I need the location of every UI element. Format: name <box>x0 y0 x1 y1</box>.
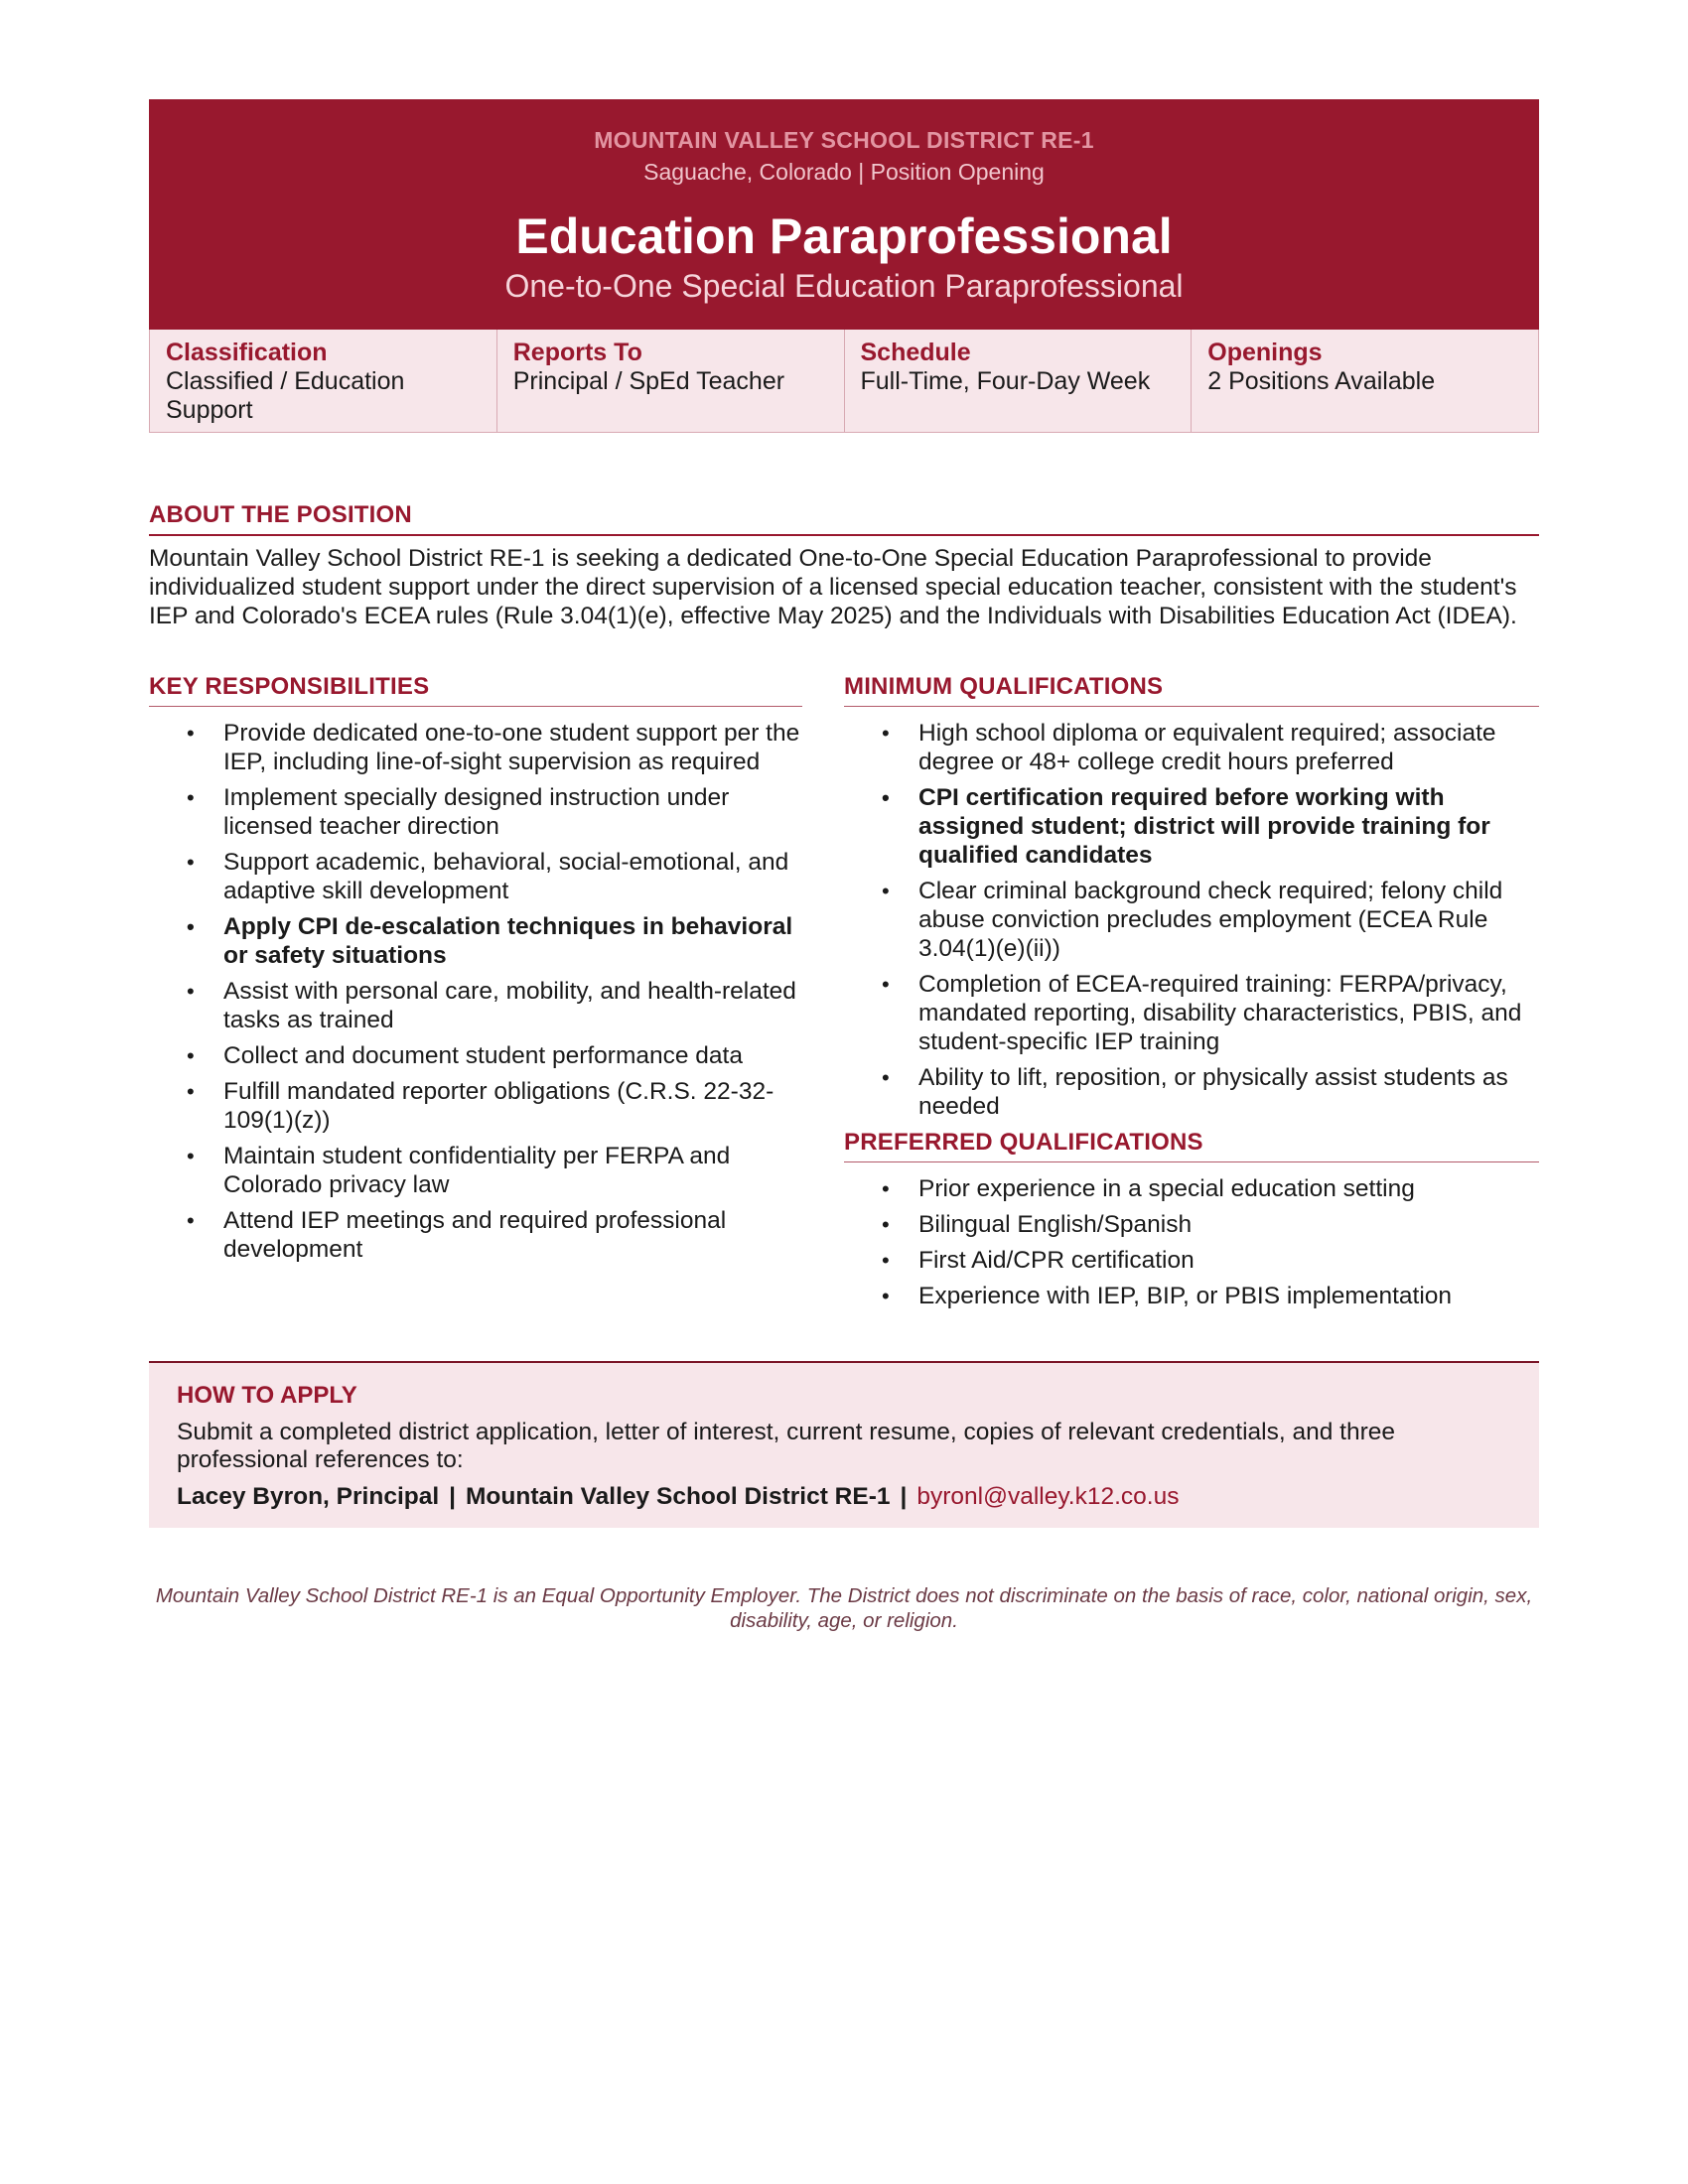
info-value: Full-Time, Four-Day Week <box>860 367 1151 395</box>
job-title: Education Paraprofessional <box>515 208 1173 264</box>
info-label: Classification <box>166 339 328 366</box>
info-label: Schedule <box>860 339 971 366</box>
separator: | <box>449 1483 457 1510</box>
contact-name: Lacey Byron, Principal <box>177 1483 440 1510</box>
list-item: • Completion of ECEA-required training: FERPA/privacy, mandated reporting, disability characteristics, PBIS, and student-specific IEP training <box>844 970 1539 1056</box>
list-item: • Prior experience in a special education setting <box>844 1174 1539 1203</box>
responsibilities-heading: KEY RESPONSIBILITIES <box>149 672 802 707</box>
document-body <box>149 99 1539 1633</box>
qualifications-column <box>844 672 1539 1317</box>
list-item: • High school diploma or equivalent required; associate degree or 48+ college credit hours preferred <box>844 719 1539 776</box>
list-item: • Collect and document student performance data <box>149 1041 802 1070</box>
responsibilities-list <box>149 719 802 1264</box>
list-item: • Ability to lift, reposition, or physically assist students as needed <box>844 1063 1539 1121</box>
list-item: • Apply CPI de-escalation techniques in behavioral or safety situations <box>149 912 802 970</box>
list-item: • Maintain student confidentiality per FERPA and Colorado privacy law <box>149 1142 802 1199</box>
list-item: • Provide dedicated one-to-one student support per the IEP, including line-of-sight supervision as required <box>149 719 802 776</box>
contact-email-link[interactable]: byronl@valley.k12.co.us <box>916 1483 1180 1510</box>
list-item: • Experience with IEP, BIP, or PBIS implementation <box>844 1282 1539 1310</box>
location-line: Saguache, Colorado | Position Opening <box>643 159 1045 185</box>
info-reports-to <box>497 330 845 432</box>
minimum-qualifications-list <box>844 719 1539 1121</box>
preferred-qualifications-list <box>844 1174 1539 1310</box>
info-schedule <box>845 330 1193 432</box>
list-item: • Clear criminal background check required; felony child abuse conviction precludes employment (ECEA Rule 3.04(1)(e)(ii)) <box>844 877 1539 963</box>
equal-opportunity-statement: Mountain Valley School District RE-1 is an Equal Opportunity Employer. The District does not discriminate on the basis of race, color, national origin, sex, disability, age, or religion. <box>155 1584 1533 1632</box>
info-value: 2 Positions Available <box>1207 367 1436 395</box>
district-name: MOUNTAIN VALLEY SCHOOL DISTRICT RE-1 <box>594 127 1094 153</box>
list-item: • Bilingual English/Spanish <box>844 1210 1539 1239</box>
info-classification <box>150 330 497 432</box>
list-item: • Fulfill mandated reporter obligations (C.R.S. 22-32-109(1)(z)) <box>149 1077 802 1135</box>
list-item: • CPI certification required before working with assigned student; district will provide training for qualified candidates <box>844 783 1539 870</box>
header-banner <box>149 99 1539 330</box>
apply-heading: HOW TO APPLY <box>177 1382 357 1409</box>
minimum-qualifications-heading: MINIMUM QUALIFICATIONS <box>844 672 1539 707</box>
info-label: Reports To <box>512 339 642 366</box>
contact-organization: Mountain Valley School District RE-1 <box>466 1483 891 1510</box>
separator: | <box>900 1483 908 1510</box>
info-label: Openings <box>1207 339 1323 366</box>
job-subtitle: One-to-One Special Education Paraprofessional <box>504 268 1184 304</box>
about-heading: ABOUT THE POSITION <box>149 500 1539 536</box>
how-to-apply-box <box>149 1361 1539 1528</box>
list-item: • Support academic, behavioral, social-emotional, and adaptive skill development <box>149 848 802 905</box>
preferred-qualifications-heading: PREFERRED QUALIFICATIONS <box>844 1128 1539 1162</box>
about-text: Mountain Valley School District RE-1 is seeking a dedicated One-to-One Special Education Paraprofessional to provide individualized student support under the direct supervision of a licensed special education teacher, consistent with the student's IEP and Colorado's ECEA rules (Rule 3.04(1)(e), effective May 2025) and the Individuals with Disabilities Education Act (IDEA). <box>149 545 1517 629</box>
list-item: • Implement specially designed instruction under licensed teacher direction <box>149 783 802 841</box>
list-item: • Assist with personal care, mobility, and health-related tasks as trained <box>149 977 802 1034</box>
responsibilities-column <box>149 672 802 1317</box>
apply-instructions: Submit a completed district application, letter of interest, current resume, copies of relevant credentials, and three professional references to: <box>177 1419 1395 1473</box>
list-item: • First Aid/CPR certification <box>844 1246 1539 1275</box>
about-section <box>149 500 1539 630</box>
two-column-section <box>149 672 1539 1317</box>
info-value: Classified / Education Support <box>166 367 405 424</box>
info-openings <box>1192 330 1538 432</box>
apply-contact-line <box>177 1482 1511 1512</box>
position-info-grid <box>149 330 1539 433</box>
list-item: • Attend IEP meetings and required professional development <box>149 1206 802 1264</box>
info-value: Principal / SpEd Teacher <box>512 367 785 395</box>
